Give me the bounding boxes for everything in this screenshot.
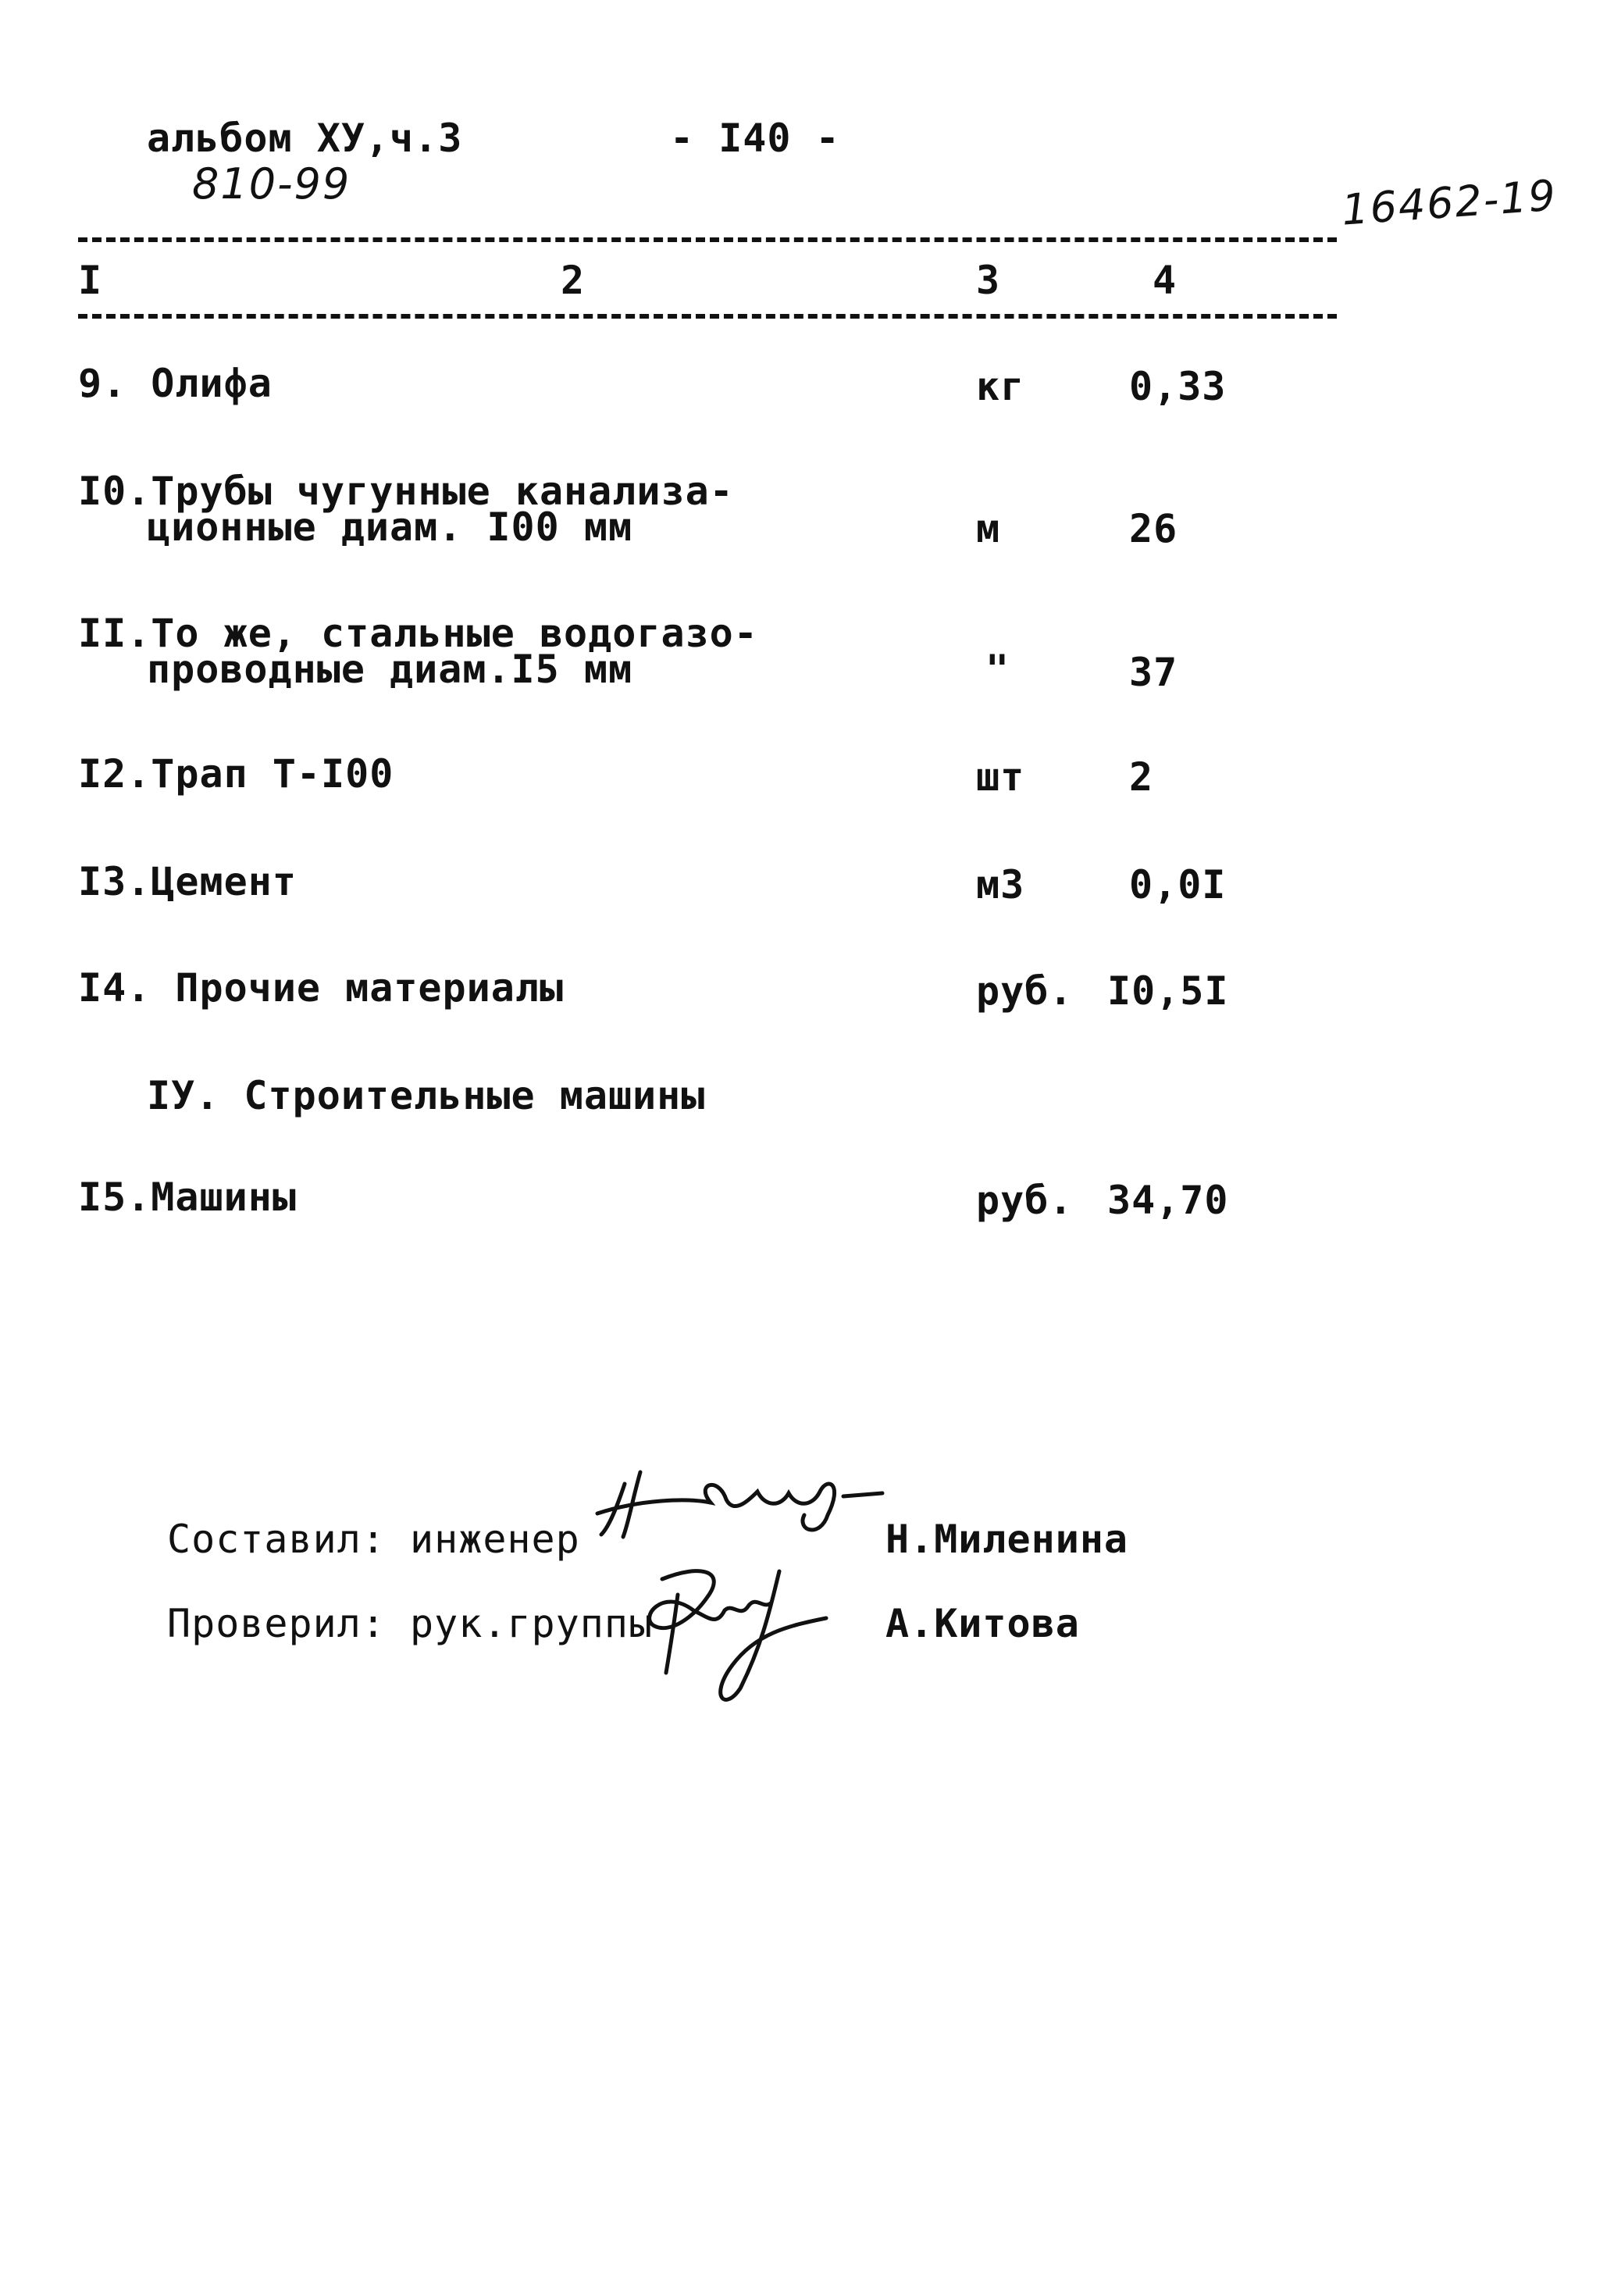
- column-number-1: I: [78, 258, 103, 303]
- header-bottom-rule: [78, 314, 1337, 319]
- column-number-4: 4: [1153, 258, 1178, 303]
- album-reference: альбом ХУ,ч.3: [147, 116, 463, 161]
- row-11-unit: ": [985, 647, 1010, 692]
- column-number-3: 3: [976, 258, 1001, 303]
- compiler-name: Н.Миленина: [885, 1517, 1129, 1562]
- row-12-name: I2.Трап Т-I00: [78, 751, 394, 797]
- compiled-by-label: Составил: инженер: [167, 1517, 580, 1562]
- row-9-value: 0,33: [1129, 364, 1227, 409]
- row-13-name: I3.Цемент: [78, 859, 297, 904]
- row-13-unit: м3: [976, 862, 1025, 907]
- row-11-value: 37: [1129, 650, 1178, 695]
- row-14-value: I0,5I: [1107, 968, 1229, 1014]
- row-10-value: 26: [1129, 506, 1178, 551]
- compiler-signature: [593, 1453, 906, 1546]
- column-number-2: 2: [561, 258, 586, 303]
- checked-by-label: Проверил: рук.группы: [167, 1601, 654, 1646]
- row-14-name: I4. Прочие материалы: [78, 965, 565, 1011]
- row-10-name-line2: ционные диам. I00 мм: [147, 504, 633, 550]
- checker-name: А.Китова: [885, 1601, 1080, 1646]
- page-number: - I40 -: [670, 116, 840, 161]
- checker-signature: [631, 1556, 896, 1712]
- row-11-name-line1: II.То же, стальные водогазо-: [78, 611, 758, 656]
- row-12-unit: шт: [976, 754, 1025, 800]
- row-9-unit: кг: [976, 364, 1025, 409]
- row-15-unit: руб.: [976, 1178, 1074, 1223]
- row-11-name-line2: проводные диам.I5 мм: [147, 647, 633, 692]
- row-13-value: 0,0I: [1129, 862, 1227, 907]
- row-14-unit: руб.: [976, 968, 1074, 1014]
- header-top-rule: [78, 237, 1337, 242]
- section-heading: IУ. Строительные машины: [147, 1073, 706, 1118]
- row-10-name-line1: I0.Трубы чугунные канализа-: [78, 469, 734, 514]
- row-9-name: 9. Олифа: [78, 361, 273, 406]
- row-15-value: 34,70: [1107, 1178, 1229, 1223]
- row-12-value: 2: [1129, 754, 1154, 800]
- handwritten-code-left: 810-99: [192, 159, 351, 209]
- row-15-name: I5.Машины: [78, 1175, 297, 1220]
- handwritten-code-right: 16462-19: [1340, 170, 1559, 235]
- row-10-unit: м: [976, 506, 1001, 551]
